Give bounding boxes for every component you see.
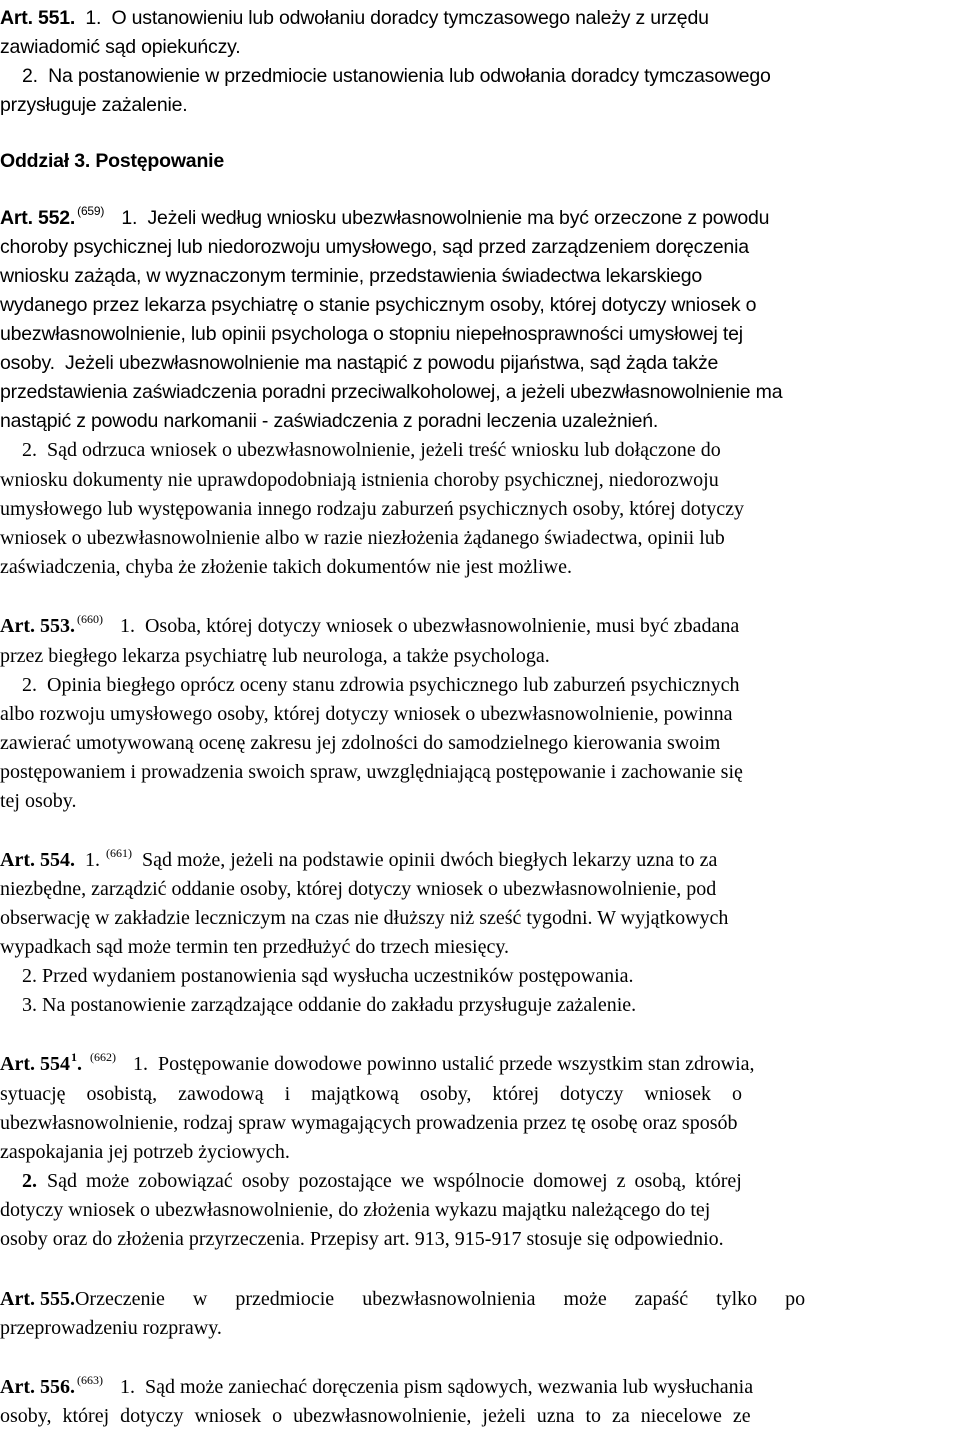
art-556-heading: Art. 556. xyxy=(0,1376,75,1398)
art-5541-p1-line-3: ubezwłasnowolnienie, rodzaj spraw wymagających prowadzenia przez tę osobę oraz sposób xyxy=(0,1112,738,1134)
art-553-p2-line-1 xyxy=(0,670,960,700)
art-5541-p2-line-3: osoby oraz do złożenia przyrzeczenia. Przepisy art. 913, 915-917 stosuje się odpowiednio. xyxy=(0,1228,724,1250)
art-554-line-1 xyxy=(0,845,960,875)
art-555-line-2: przeprowadzeniu rozprawy. xyxy=(0,1317,222,1339)
art-552-text-line-5: ubezwłasnowolnienie, lub opinii psychologa o stopniu niepełnosprawności umysłowej tej xyxy=(0,323,743,345)
art-5541-heading: Art. 554 xyxy=(0,1053,70,1075)
section-title: Oddział 3. Postępowanie xyxy=(0,150,225,172)
art-551-heading: Art. 551. xyxy=(0,7,76,29)
art-552-p2-line-5: zaświadczenia, chyba że złożenie takich dokumentów nie jest możliwe. xyxy=(0,556,572,578)
art-554-p1-line-4: wypadkach sąd może termin ten przedłużyć do trzech miesięcy. xyxy=(0,936,510,958)
art-555-line-1 xyxy=(0,1284,960,1314)
art-5541-line-1 xyxy=(0,1049,960,1079)
art-556-footnote: (663) xyxy=(76,1373,103,1387)
art-551-line-4 xyxy=(0,90,960,120)
art-551-p2-text-cont: przysługuje zażalenie. xyxy=(0,94,188,116)
art-5541-p1-line-4: zaspokajania jej potrzeb życiowych. xyxy=(0,1141,290,1163)
art-556-line-2: osoby, której dotyczy wniosek o ubezwłasnowolnienie, jeżeli uzna to za niecelowe ze xyxy=(0,1405,751,1427)
art-553-p2-text-1: Opinia biegłego oprócz oceny stanu zdrowia psychicznego lub zaburzeń psychicznych xyxy=(47,674,740,696)
art-552-text-line-1: Jeżeli według wniosku ubezwłasnowolnienie ma być orzeczone z powodu xyxy=(147,207,770,229)
art-552-text-line-8: nastąpić z powodu narkomanii - zaświadczenia z poradni leczenia uzależnień. xyxy=(0,410,659,432)
art-552-text-line-6a: osoby. xyxy=(0,352,55,374)
art-552-p2-line-3: umysłowego lub występowania innego rodzaju zaburzeń psychicznych osoby, której dotyczy xyxy=(0,498,745,520)
art-551-p2-number: 2. xyxy=(22,65,38,87)
art-551-p2-text: Na postanowienie w przedmiocie ustanowienia lub odwołania doradcy tymczasowego xyxy=(48,65,771,87)
art-5541-footnote: (662) xyxy=(89,1050,116,1064)
art-552-p2-number: 2. xyxy=(22,439,37,461)
art-5541-p1-number: 1. xyxy=(132,1053,148,1075)
art-554-p1-text-1: Sąd może, jeżeli na podstawie opinii dwóch biegłych lekarzy uzna to za xyxy=(141,849,718,871)
art-552-text-line-6 xyxy=(0,348,960,378)
art-5541-p2-line-2: dotyczy wniosek o ubezwłasnowolnienie, do złożenia wykazu majątku należącego do tej xyxy=(0,1199,711,1221)
art-553-line-1 xyxy=(0,611,960,641)
art-554-p1-line-2: niezbędne, zarządzić oddanie osoby, której dotyczy wniosek o ubezwłasnowolnienie, pod xyxy=(0,878,717,900)
art-552-footnote: (659) xyxy=(77,204,105,218)
art-5541-p1-line-2: sytuację osobistą, zawodową i majątkową osoby, której dotyczy wniosek o xyxy=(0,1083,743,1105)
art-552-text-line-2: choroby psychicznej lub niedorozwoju umysłowego, sąd przed zarządzeniem doręczenia xyxy=(0,236,749,258)
art-552-text-line-6b: Jeżeli ubezwłasnowolnienie ma nastąpić z powodu pijaństwa, sąd żąda także xyxy=(65,352,719,374)
art-551-line-1 xyxy=(0,3,960,33)
art-552-p2-line-2: wniosku dokumenty nie uprawdopodobniają istnienia choroby psychicznej, niedorozwoju xyxy=(0,469,719,491)
art-554-p1-line-3: obserwację w zakładzie leczniczym na czas nie dłuższy niż sześć tygodni. W wyjątkowych xyxy=(0,907,729,929)
art-5541-p2-number: 2. xyxy=(22,1170,37,1192)
art-553-p2-line-4: postępowaniem i prowadzenia swoich spraw, uwzględniającą postępowanie i zachowanie się xyxy=(0,761,743,783)
art-5541-p2-line-1 xyxy=(0,1166,960,1196)
art-5541-heading-dot: . xyxy=(76,1053,82,1075)
art-553-footnote: (660) xyxy=(76,612,103,626)
art-553-p1-number: 1. xyxy=(119,615,135,637)
art-553-heading: Art. 553. xyxy=(0,615,75,637)
art-552-text-line-7: przedstawienia zaświadczenia poradni przeciwalkoholowej, a jeżeli ubezwłasnowolnienie ma xyxy=(0,381,783,403)
art-556-text-1: Sąd może zaniechać doręczenia pism sądowych, wezwania lub wysłuchania xyxy=(144,1376,754,1398)
art-552-text-line-4: wydanego przez lekarza psychiatrę o stanie psychicznym osoby, której dotyczy wniosek o xyxy=(0,294,757,316)
art-554-p2: 2. Przed wydaniem postanowienia sąd wysłucha uczestników postępowania. xyxy=(22,965,634,987)
art-555-heading: Art. 555. xyxy=(0,1288,75,1310)
art-553-p2-line-2: albo rozwoju umysłowego osoby, której dotyczy wniosek o ubezwłasnowolnienie, powinna xyxy=(0,703,733,725)
art-5541-heading-sup: 1 xyxy=(70,1050,77,1064)
art-554-p1-number: 1. xyxy=(84,849,100,871)
art-553-p2-line-5: tej osoby. xyxy=(0,790,77,812)
art-552-heading: Art. 552. xyxy=(0,207,76,229)
art-551-line-3 xyxy=(0,61,960,91)
art-553-p1-text-1: Osoba, której dotyczy wniosek o ubezwłasnowolnienie, musi być zbadana xyxy=(144,615,740,637)
art-554-p3: 3. Na postanowienie zarządzające oddanie do zakładu przysługuje zażalenie. xyxy=(22,994,637,1016)
art-556-line-1 xyxy=(0,1372,960,1402)
art-552-p2-text-1: Sąd odrzuca wniosek o ubezwłasnowolnienie, jeżeli treść wniosku lub dołączone do xyxy=(47,439,721,461)
art-551-p1-text: O ustanowieniu lub odwołaniu doradcy tymczasowego należy z urzędu xyxy=(111,7,709,29)
art-551-line-2 xyxy=(0,32,960,62)
art-555-text-1: Orzeczenie w przedmiocie ubezwłasnowolnienia może zapaść tylko po xyxy=(74,1288,806,1310)
art-553-p2-line-3: zawierać umotywowaną ocenę zakresu jej zdolności do samodzielnego kierowania swoim xyxy=(0,732,721,754)
art-551-p1-number: 1. xyxy=(85,7,102,29)
art-553-p2-number: 2. xyxy=(22,674,37,696)
art-554-footnote: (661) xyxy=(105,846,132,860)
art-554-heading: Art. 554. xyxy=(0,849,75,871)
art-551-p1-text-cont: zawiadomić sąd opiekuńczy. xyxy=(0,36,241,58)
art-552-p2-line-4: wniosek o ubezwłasnowolnienie albo w razie niezłożenia żądanego świadectwa, opinii lub xyxy=(0,527,725,549)
art-556-p1-number: 1. xyxy=(119,1376,135,1398)
art-552-text-line-3: wniosku zażąda, w wyznaczonym terminie, przedstawienia świadectwa lekarskiego xyxy=(0,265,703,287)
art-5541-p1-text-1: Postępowanie dowodowe powinno ustalić przede wszystkim stan zdrowia, xyxy=(157,1053,755,1075)
art-552-p1-number: 1. xyxy=(121,207,138,229)
art-5541-p2-text-1: Sąd może zobowiązać osoby pozostające we wspólnocie domowej z osobą, której xyxy=(47,1170,742,1192)
art-552-p2-line-1 xyxy=(0,435,960,465)
art-552-line-1 xyxy=(0,203,960,233)
art-553-p1-line-2: przez biegłego lekarza psychiatrę lub neurologa, a także psychologa. xyxy=(0,645,550,667)
